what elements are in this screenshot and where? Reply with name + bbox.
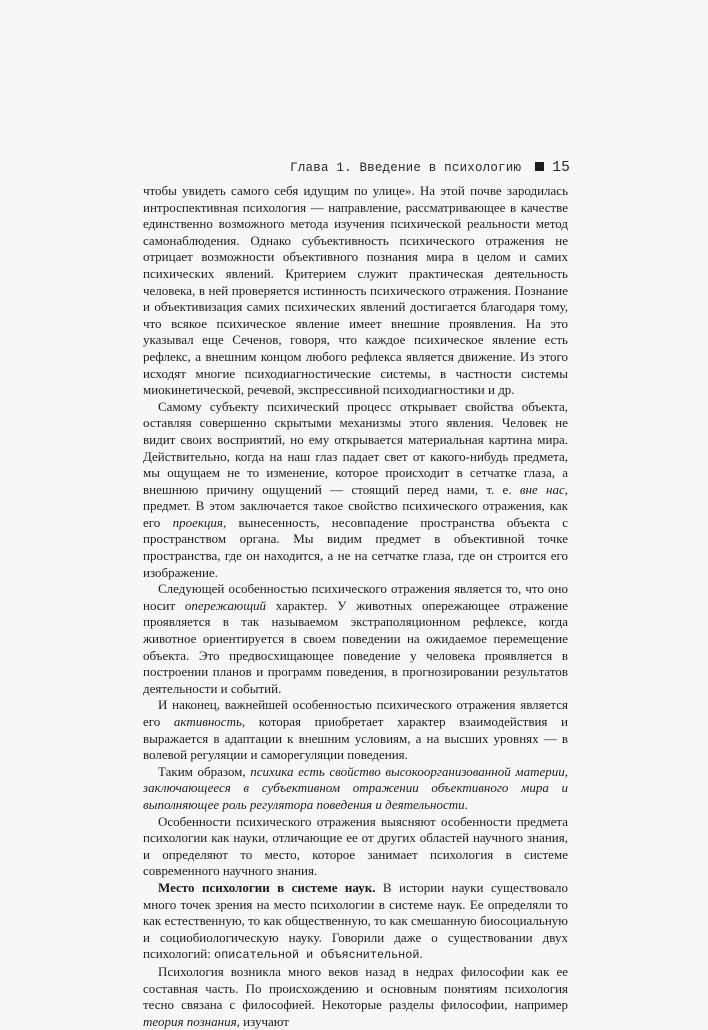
text-run: , изучают bbox=[236, 1013, 289, 1029]
text-run: . bbox=[464, 796, 468, 812]
square-bullet-icon bbox=[535, 162, 544, 171]
text-run: чтобы увидеть самого себя идущим по улице». На этой почве зародилась интроспективная психология — направление, рассматривающее в качестве единственно возможного метода изучения психической реальности метод самонаблюдения. Однако субъективность психического отражения не отрицает возможности объективного познания мира в целом и самих психических явлений. Критерием служит практическая деятельность человека, в ней проверяется истинность психического отражения. Познание и объективизация самих психических явлений достигается благодаря тому, что всякое психическое явление имеет внешние проявления. На это указывал еще Сеченов, говоря, что каждое психическое явление есть рефлекс, а внешним концом любого рефлекса является движение. Из этого исходят многие психодиагностические системы, в частности системы миокинетической, речевой, экспрессивной психодиагностики и др. bbox=[143, 183, 568, 398]
paragraph bbox=[143, 814, 568, 880]
running-header bbox=[0, 160, 570, 176]
italic-definition: психика есть свойство высокоорганизованной материи, заключающееся в субъективном отражении объективного мира и выполняющее роль регулятора поведения и деятельности bbox=[143, 763, 569, 812]
italic-term: опережающий bbox=[184, 597, 267, 613]
text-run: В истории науки существовало много точек зрения на место психологии в системе наук. Ее определяли то как естественную, то как общественную, то как смешанную биосоциальную и социобиологическую науку. Говорили даже о существовании двух психологий: bbox=[143, 879, 568, 962]
page-number: 15 bbox=[552, 160, 570, 176]
paragraph bbox=[143, 183, 568, 399]
italic-term: активность bbox=[173, 714, 242, 729]
text-run: Следующей особенностью психического отражения является то, что оно носит bbox=[143, 581, 568, 613]
paragraph bbox=[143, 697, 568, 763]
section-run-in-heading: Место психологии в системе наук. bbox=[158, 879, 376, 895]
body-text bbox=[143, 183, 568, 1030]
paragraph bbox=[143, 964, 568, 1030]
chapter-title: Глава 1. Введение в психологию bbox=[290, 161, 522, 175]
text-run: . bbox=[419, 946, 423, 962]
italic-term: вне нас bbox=[519, 481, 565, 497]
italic-term: теория познания bbox=[143, 1013, 237, 1029]
text-run: характер. У животных опережающее отражение проявляется в так называемом экстраполяционном рефлексе, когда животное ориентируется в своем поведении на ожидаемое перемещение объекта. Это предвосхищающее поведение у человека проявляется в построении планов и программ поведения, в прогнозировании результатов деятельности и событий. bbox=[143, 597, 568, 696]
text-run: , которая приобретает характер взаимодействия и выражается в адаптации к внешним условиям, а на высших уровнях — в волевой регуляции и саморегуляции поведения. bbox=[143, 714, 568, 763]
text-run: Самому субъекту психический процесс открывает свойства объекта, оставляя совершенно скрытыми механизмы этого явления. Человек не видит своих восприятий, но ему открывается материальная картина мира. Действительно, когда на наш глаз падает свет от какого-нибудь предмета, мы ощущаем не то изменение, которое происходит в сетчатке глаза, а внешнюю причину ощущений — стоящий перед нами, т. е. bbox=[143, 398, 568, 497]
paragraph bbox=[143, 399, 568, 582]
monospace-term: описательной и объяснительной bbox=[214, 948, 420, 963]
paragraph bbox=[143, 581, 568, 697]
text-run: , вынесенность, несовпадение пространства объекта с пространством органа. Мы видим предмет в объективной точке пространства, где он находится, а не на сетчатке глаза, где он строится его изображение. bbox=[143, 514, 568, 580]
text-run: Особенности психического отражения выясняют особенности предмета психологии как науки, отличающие ее от других областей научного знания, и определяют то место, которое занимает психология в системе современного научного знания. bbox=[143, 813, 568, 879]
paragraph bbox=[143, 880, 568, 964]
text-run: Таким образом, bbox=[158, 763, 251, 779]
text-run: Психология возникла много веков назад в недрах философии как ее составная часть. По происхождению и основным понятиям психология тесно связана с философией. Некоторые разделы философии, например bbox=[143, 963, 568, 1013]
text-run: И наконец, важнейшей особенностью психического отражения является его bbox=[143, 697, 568, 729]
italic-term: проекция bbox=[172, 514, 223, 530]
text-run: , предмет. В этом заключается такое свойство психического отражения, как его bbox=[143, 481, 568, 530]
paragraph bbox=[143, 764, 568, 814]
